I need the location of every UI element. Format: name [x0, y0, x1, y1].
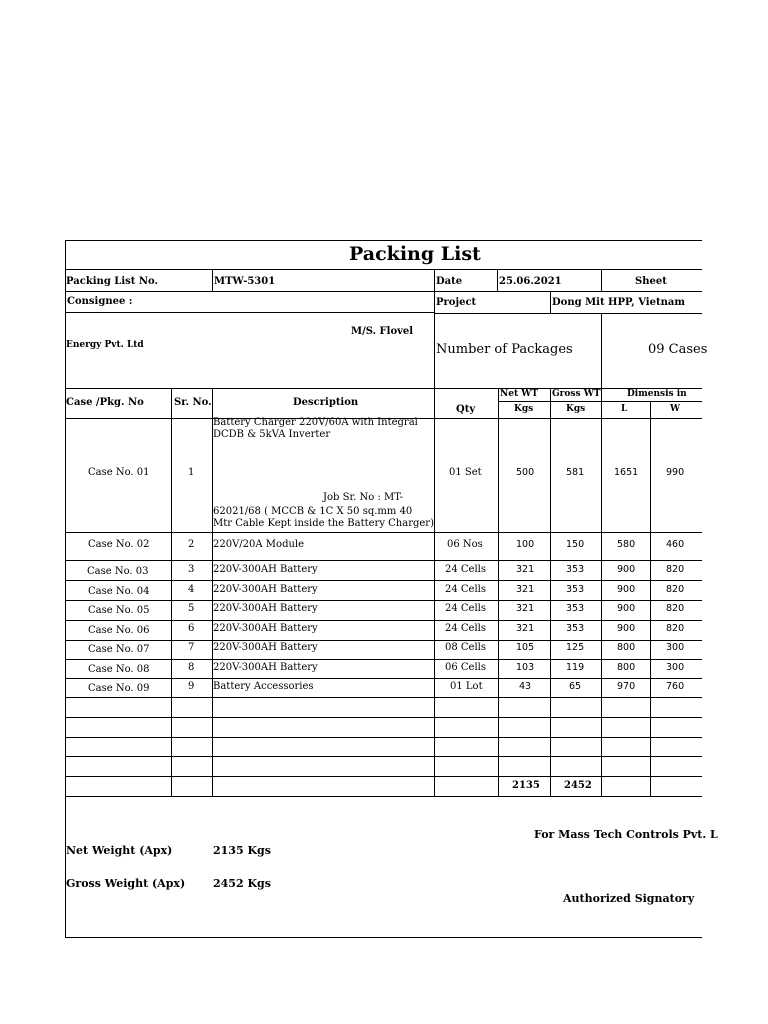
- row4-qty: 24 Cells: [445, 584, 487, 595]
- row5-sr: 5: [188, 603, 195, 614]
- row6-net: 321: [516, 623, 535, 634]
- row3-qty: 24 Cells: [445, 564, 487, 575]
- row4-w: 820: [666, 584, 685, 595]
- rule-empty1-bottom: [65, 717, 702, 718]
- row6-desc: 220V-300AH Battery: [213, 623, 318, 634]
- row2-net: 100: [516, 539, 535, 550]
- row3-gross: 353: [566, 564, 585, 575]
- date-label: Date: [436, 276, 463, 287]
- row8-gross: 119: [566, 662, 585, 673]
- rule-row8-bottom: [65, 678, 702, 679]
- rule-row2-bottom: [65, 560, 702, 561]
- border-top: [65, 240, 702, 241]
- row1-net: 500: [516, 467, 535, 478]
- row1-desc-a: Battery Charger 220V/60A with Integral DCDB & 5kVA Inverter: [213, 417, 418, 440]
- row1-gross: 581: [566, 467, 585, 478]
- row7-net: 105: [516, 642, 535, 653]
- header-sr: Sr. No.: [174, 397, 212, 408]
- row9-w: 760: [666, 681, 685, 692]
- rule-row4-bottom: [65, 600, 702, 601]
- row1-l: 1651: [614, 467, 639, 478]
- header-net-unit: Kgs: [514, 404, 534, 414]
- row5-l: 900: [617, 603, 636, 614]
- row2-case: Case No. 02: [88, 539, 150, 550]
- header-net-wt: Net WT: [500, 389, 539, 399]
- row8-case: Case No. 08: [88, 664, 150, 675]
- row1-desc-c: 62021/68 ( MCCB & 1C X 50 sq.mm 40 Mtr Cable Kept inside the Battery Charger): [213, 506, 434, 529]
- row7-l: 800: [617, 642, 636, 653]
- row9-l: 970: [617, 681, 636, 692]
- row4-net: 321: [516, 584, 535, 595]
- row8-sr: 8: [188, 662, 195, 673]
- row7-case: Case No. 07: [88, 644, 150, 655]
- row5-desc: 220V-300AH Battery: [213, 603, 318, 614]
- row2-gross: 150: [566, 539, 585, 550]
- row6-qty: 24 Cells: [445, 623, 487, 634]
- row9-desc: Battery Accessories: [213, 681, 314, 692]
- packing-list-no: MTW-5301: [214, 276, 276, 287]
- rule-total-bottom: [65, 796, 702, 797]
- project-label: Project: [436, 297, 477, 308]
- row7-qty: 08 Cells: [445, 642, 487, 653]
- row2-sr: 2: [188, 539, 195, 550]
- page-title: Packing List: [349, 243, 481, 265]
- row1-sr: 1: [188, 467, 195, 478]
- rule-plno-bottom: [65, 291, 702, 292]
- row5-case: Case No. 05: [88, 605, 150, 616]
- row6-case: Case No. 06: [88, 625, 150, 636]
- consignee-label: Consignee :: [67, 296, 133, 307]
- row3-case: Case No. 03: [87, 566, 149, 577]
- col-line-date-a: [434, 269, 435, 292]
- row1-qty: 01 Set: [449, 467, 482, 478]
- row2-w: 460: [666, 539, 685, 550]
- rule-row6-bottom: [65, 640, 702, 641]
- col-line-qty: [434, 388, 435, 797]
- row3-desc: 220V-300AH Battery: [213, 564, 318, 575]
- rule-row7-bottom: [65, 659, 702, 660]
- row7-sr: 7: [188, 642, 195, 653]
- row4-l: 900: [617, 584, 636, 595]
- sheet-label: Sheet: [635, 276, 667, 287]
- row7-w: 300: [666, 642, 685, 653]
- net-weight-label: Net Weight (Apx): [66, 844, 173, 857]
- num-packages-value: 09 Cases: [648, 342, 708, 357]
- col-line-packages: [601, 313, 602, 389]
- row9-gross: 65: [569, 681, 582, 692]
- row3-l: 900: [617, 564, 636, 575]
- row6-l: 900: [617, 623, 636, 634]
- rule-row3-bottom: [65, 580, 702, 581]
- col-line-w: [650, 401, 651, 797]
- row2-qty: 06 Nos: [447, 539, 483, 550]
- rule-empty3-bottom: [65, 756, 702, 757]
- col-line-project-b: [550, 291, 551, 314]
- row5-qty: 24 Cells: [445, 603, 487, 614]
- date-value: 25.06.2021: [499, 276, 562, 287]
- col-line-gross: [550, 388, 551, 797]
- col-line-l: [601, 388, 602, 797]
- row2-l: 580: [617, 539, 636, 550]
- col-line-project-a: [434, 291, 435, 389]
- row4-desc: 220V-300AH Battery: [213, 584, 318, 595]
- row5-net: 321: [516, 603, 535, 614]
- row6-gross: 353: [566, 623, 585, 634]
- row9-net: 43: [519, 681, 532, 692]
- consignee-name-line2: Energy Pvt. Ltd: [66, 340, 144, 350]
- row4-case: Case No. 04: [88, 586, 150, 597]
- packing-list-no-label: Packing List No.: [66, 276, 158, 287]
- row7-desc: 220V-300AH Battery: [213, 642, 318, 653]
- row9-sr: 9: [188, 681, 195, 692]
- authorized-signatory: Authorized Signatory: [563, 892, 695, 905]
- col-line-date-b: [497, 269, 498, 292]
- row5-w: 820: [666, 603, 685, 614]
- row6-sr: 6: [188, 623, 195, 634]
- col-line-plno: [212, 269, 213, 292]
- project-value: Dong Mit HPP, Vietnam: [552, 297, 685, 308]
- rule-project-bottom: [434, 313, 702, 314]
- consignee-name-line1: M/S. Flovel: [351, 326, 414, 337]
- row8-w: 300: [666, 662, 685, 673]
- gross-weight-label: Gross Weight (Apx): [66, 877, 186, 890]
- rule-row5-bottom: [65, 620, 702, 621]
- row4-sr: 4: [188, 584, 195, 595]
- header-gross-unit: Kgs: [566, 404, 586, 414]
- row9-case: Case No. 09: [88, 683, 150, 694]
- header-l: L: [621, 404, 628, 414]
- row5-gross: 353: [566, 603, 585, 614]
- border-bottom: [65, 937, 702, 938]
- row8-l: 800: [617, 662, 636, 673]
- total-net-weight: 2135: [512, 780, 540, 791]
- header-w: W: [670, 404, 681, 414]
- row7-gross: 125: [566, 642, 585, 653]
- header-description: Description: [293, 397, 359, 408]
- row6-w: 820: [666, 623, 685, 634]
- row8-desc: 220V-300AH Battery: [213, 662, 318, 673]
- col-line-net: [498, 388, 499, 797]
- row3-net: 321: [516, 564, 535, 575]
- rule-empty2-bottom: [65, 737, 702, 738]
- company-signature-line: For Mass Tech Controls Pvt. L: [534, 828, 718, 841]
- total-gross-weight: 2452: [564, 780, 592, 791]
- rule-row1-bottom: [65, 532, 702, 533]
- net-weight-value: 2135 Kgs: [213, 844, 271, 857]
- row3-sr: 3: [188, 564, 195, 575]
- row1-case: Case No. 01: [88, 467, 150, 478]
- rule-empty4-bottom: [65, 776, 702, 777]
- header-qty: Qty: [456, 404, 476, 415]
- rule-row9-bottom: [65, 697, 702, 698]
- rule-info-bottom: [65, 388, 702, 389]
- row1-w: 990: [666, 467, 685, 478]
- gross-weight-value: 2452 Kgs: [213, 877, 271, 890]
- rule-header-split: [498, 401, 702, 402]
- row8-net: 103: [516, 662, 535, 673]
- header-gross-wt: Gross WT: [552, 389, 601, 399]
- row4-gross: 353: [566, 584, 585, 595]
- row3-w: 820: [666, 564, 685, 575]
- rule-title-bottom: [65, 269, 702, 270]
- row9-qty: 01 Lot: [450, 681, 483, 692]
- rule-consignee-bottom: [65, 312, 434, 313]
- num-packages-label: Number of Packages: [436, 342, 573, 357]
- col-line-sheet: [601, 269, 602, 292]
- row1-desc-b: Job Sr. No : MT-: [323, 492, 403, 503]
- row8-qty: 06 Cells: [445, 662, 487, 673]
- header-dimensions: Dimensis in: [627, 389, 687, 399]
- col-line-sr: [171, 388, 172, 797]
- header-case: Case /Pkg. No: [66, 397, 144, 408]
- row2-desc: 220V/20A Module: [213, 539, 305, 550]
